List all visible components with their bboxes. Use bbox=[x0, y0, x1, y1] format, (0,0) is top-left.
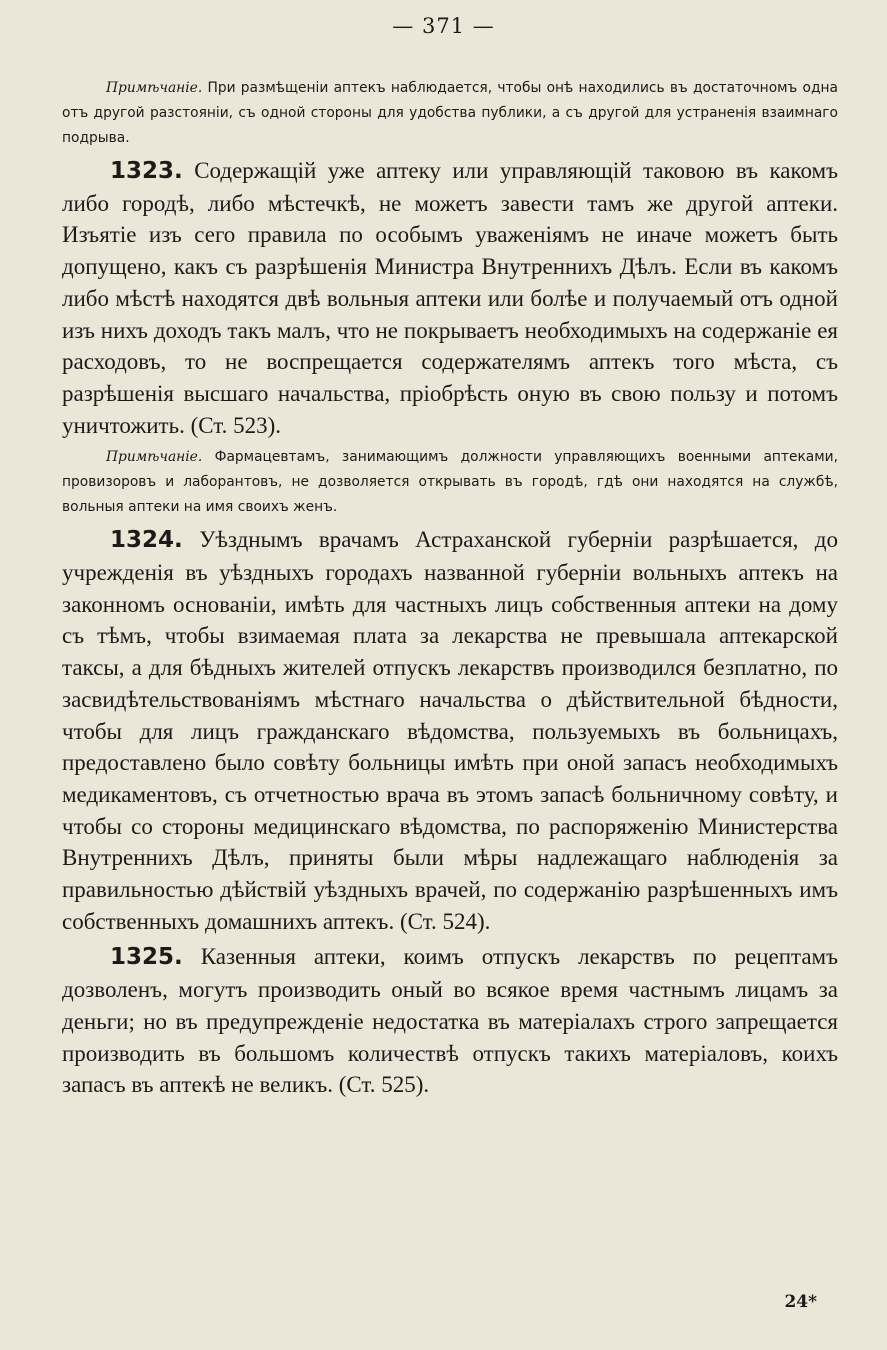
article-number: 1325. bbox=[110, 944, 183, 971]
note-text: При размѣщеніи аптекъ наблюдается, чтобы онѣ находились въ достаточномъ одна отъ другой разстояніи, съ одной стороны для удобства публики, а съ другой для устраненія взаимнаго подрыва. bbox=[62, 80, 838, 146]
note-paragraph-2 bbox=[62, 445, 838, 520]
article-number: 1323. bbox=[110, 158, 183, 184]
article-text: Казенныя аптеки, коимъ отпускъ лекарствъ по рецептамъ дозволенъ, могутъ производить оный во всякое время частнымъ лицамъ за деньги; но въ предупрежденіе недостатка въ матеріалахъ строго запрещается производить въ большомъ количествѣ отпускъ такихъ матеріаловъ, коихъ запасъ въ аптекѣ не великъ. (Ст. 525). bbox=[62, 944, 839, 1098]
article-1323 bbox=[62, 155, 838, 441]
note-label: Примѣчаніе. bbox=[106, 80, 203, 96]
article-text: Содержащій уже аптеку или управляющій таковою въ какомъ либо городѣ, либо мѣстечкѣ, не можетъ завести тамъ же другой аптеки. Изъятіе изъ сего правила по особымъ уваженіямъ не иначе можетъ быть допущено, какъ съ разрѣшенія Министра Внутреннихъ Дѣлъ. Если въ какомъ либо мѣстѣ находятся двѣ вольныя аптеки или болѣе и получаемый отъ одной изъ нихъ доходъ такъ малъ, что не покрываетъ необходимыхъ на содержаніе ея расходовъ, то не воспрещается содержателямъ аптекъ того мѣста, съ разрѣшенія высшаго начальства, пріобрѣсть оную въ свою пользу и потомъ уничтожить. (Ст. 523). bbox=[62, 158, 838, 438]
signature-mark: 24* bbox=[784, 1292, 817, 1312]
article-1325 bbox=[62, 941, 838, 1101]
page-body bbox=[62, 76, 838, 1105]
page-number-header: — 371 — bbox=[392, 14, 495, 38]
article-text: Уѣзднымъ врачамъ Астраханской губерніи разрѣшается, до учрежденія въ уѣздныхъ городахъ названной губерніи вольныхъ аптекъ на законномъ основаніи, имѣть для частныхъ лицъ собственныя аптеки на дому съ тѣмъ, чтобы взимаемая плата за лекарства не превышала аптекарской таксы, а для бѣдныхъ жителей отпускъ лекарствъ производился безплатно, по засвидѣтельствованіямъ мѣстнаго начальства о дѣйствительной бѣдности, чтобы для лицъ гражданскаго вѣдомства, пользуемыхъ въ больницахъ, предоставлено было совѣту больницы имѣть при оной запасъ необходимыхъ медикаментовъ, съ отчетностью врача въ этомъ запасѣ больничному совѣту, и чтобы со стороны медицинскаго вѣдомства, по распоряженію Министерства Внутреннихъ Дѣлъ, приняты были мѣры надлежащаго наблюденія за правильностью дѣйствій уѣздныхъ врачей, по содержанію разрѣшенныхъ имъ собственныхъ домашнихъ аптекъ. (Ст. 524). bbox=[62, 527, 838, 934]
note-text: Фармацевтамъ, занимающимъ должности управляющихъ военными аптеками, провизоровъ и лаборантовъ, не дозволяется открывать въ городѣ, гдѣ они находятся на службѣ, вольныя аптеки на имя своихъ женъ. bbox=[62, 449, 838, 516]
note-label: Примѣчаніе. bbox=[106, 449, 203, 466]
note-paragraph-1 bbox=[62, 76, 838, 151]
article-number: 1324. bbox=[110, 527, 183, 554]
article-1324 bbox=[62, 524, 838, 937]
